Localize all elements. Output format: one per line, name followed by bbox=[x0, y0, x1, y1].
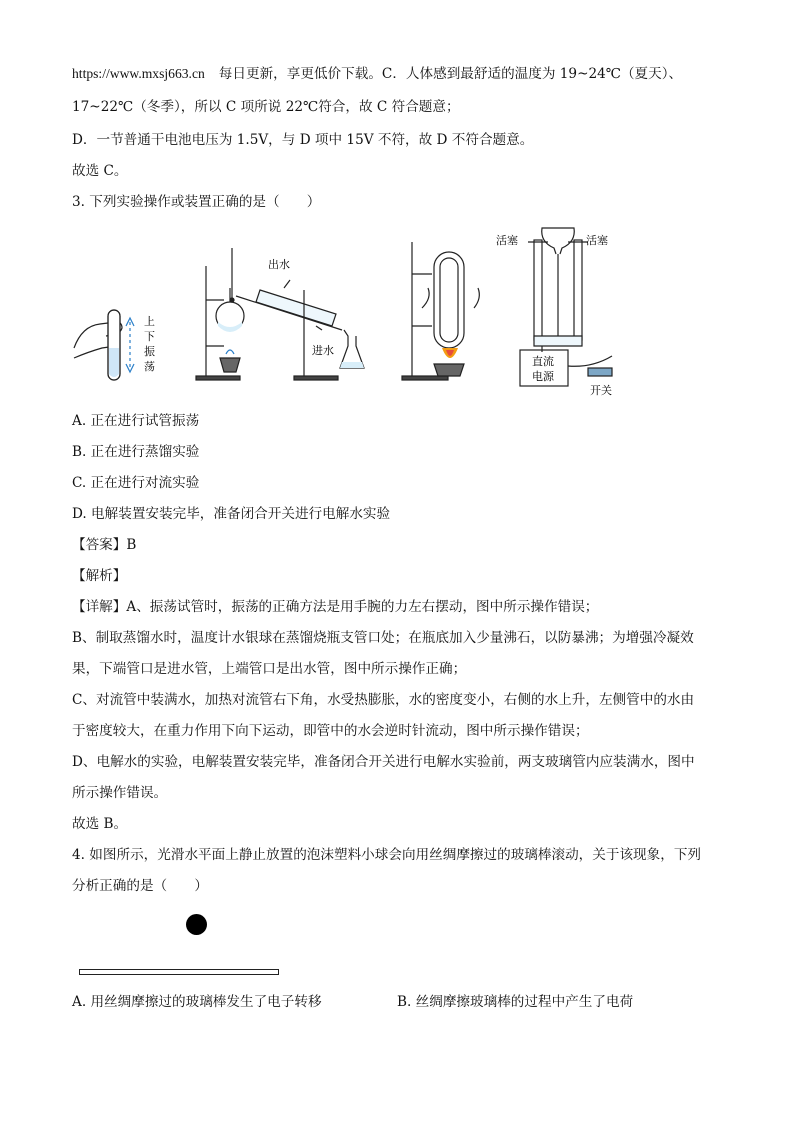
shake-label-2: 下 bbox=[144, 330, 155, 343]
detail-line-8: 故选 B。 bbox=[72, 816, 128, 832]
detail-line-5: 于密度较大，在重力作用下向下运动，即管中的水会逆时针流动，图中所示操作错误； bbox=[72, 723, 589, 739]
foam-ball bbox=[186, 914, 207, 935]
text-line-1 bbox=[72, 64, 682, 84]
question-3: 3. 下列实验操作或装置正确的是（ ） bbox=[72, 194, 321, 210]
stopcock-right-label: 活塞 bbox=[586, 234, 608, 247]
shake-label-4: 荡 bbox=[144, 360, 155, 373]
detail-line-3: 果，下端管口是进水管，上端管口是出水管，图中所示操作正确； bbox=[72, 661, 467, 677]
detail-line-7: 所示操作错误。 bbox=[72, 785, 168, 801]
text-line-3: D．一节普通干电池电压为 1.5V，与 D 项中 15V 不符，故 D 不符合题意。 bbox=[72, 132, 534, 148]
detail-line-2: B、制取蒸馏水时，温度计水银球在蒸馏烧瓶支管口处；在瓶底加入少量沸石，以防暴沸；为增强冷凝效 bbox=[72, 630, 694, 646]
detail-line-6: D、电解水的实验，电解装置安装完毕，准备闭合开关进行电解水实验前，两支玻璃管内应装满水，图中 bbox=[72, 754, 695, 770]
option-b: B. 正在进行蒸馏实验 bbox=[72, 444, 200, 460]
switch-label: 开关 bbox=[590, 384, 612, 397]
test-tube-shake-diagram bbox=[74, 310, 134, 380]
stopcock-left-label: 活塞 bbox=[496, 234, 518, 247]
shake-label-3: 振 bbox=[144, 345, 155, 358]
detail-line-4: C、对流管中装满水，加热对流管右下角，水受热膨胀，水的密度变小，右侧的水上升，左侧管中的水由 bbox=[72, 692, 695, 708]
source-url[interactable]: https://www.mxsj663.cn bbox=[72, 66, 205, 81]
text-line-1-rest: 每日更新，享更低价下载。C．人体感到最舒适的温度为 19~24℃（夏天）、 bbox=[218, 66, 683, 82]
shake-label-1: 上 bbox=[144, 315, 155, 328]
water-out-label: 出水 bbox=[268, 258, 290, 271]
option-a: A. 正在进行试管振荡 bbox=[72, 413, 200, 429]
option-d: D. 电解装置安装完毕，准备闭合开关进行电解水实验 bbox=[72, 506, 391, 522]
dc-power-label-1: 直流 bbox=[532, 355, 554, 368]
q4-option-b: B. 丝绸摩擦玻璃棒的过程中产生了电荷 bbox=[397, 994, 634, 1010]
answer: 【答案】B bbox=[72, 537, 137, 553]
convection-tube-diagram bbox=[402, 242, 479, 380]
question-4-line-2: 分析正确的是（ ） bbox=[72, 878, 208, 894]
dc-power-label-2: 电源 bbox=[532, 370, 554, 383]
text-line-2: 17~22℃（冬季），所以 C 项所说 22℃符合，故 C 符合题意； bbox=[72, 99, 460, 115]
text-line-4: 故选 C。 bbox=[72, 163, 128, 179]
water-in-label: 进水 bbox=[312, 344, 334, 357]
glass-rod bbox=[79, 969, 279, 975]
question-4-line-1: 4. 如图所示，光滑水平面上静止放置的泡沫塑料小球会向用丝绸摩擦过的玻璃棒滚动，关于该现象，下列 bbox=[72, 847, 702, 863]
q4-option-a: A. 用丝绸摩擦过的玻璃棒发生了电子转移 bbox=[72, 994, 322, 1010]
experiment-figure bbox=[72, 218, 632, 398]
detail-line-1: 【详解】A、振荡试管时，振荡的正确方法是用手腕的力左右摆动，图中所示操作错误； bbox=[72, 599, 599, 615]
analysis-heading: 【解析】 bbox=[72, 568, 127, 584]
option-c: C. 正在进行对流实验 bbox=[72, 475, 200, 491]
